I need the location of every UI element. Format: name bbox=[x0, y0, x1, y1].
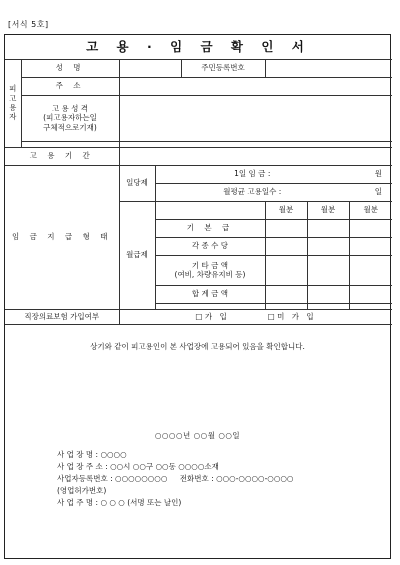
workplace-address-value[interactable]: ○○시 ○○구 ○○동 ○○○○소재 bbox=[110, 462, 219, 471]
other-month-3[interactable] bbox=[349, 255, 392, 285]
allowances-month-2[interactable] bbox=[307, 237, 349, 255]
allowances-month-1[interactable] bbox=[265, 237, 307, 255]
allowances-label: 각 종 수 당 bbox=[155, 237, 265, 255]
insurance-no-label: 미 가 입 bbox=[277, 311, 317, 321]
address-field[interactable] bbox=[119, 77, 392, 95]
other-amount-hint: (여비, 차량유지비 등) bbox=[174, 270, 246, 279]
phone-label: 전화번호 : bbox=[179, 474, 214, 483]
other-amount-title: 기 타 금 액 bbox=[191, 260, 229, 270]
job-nature-hint-1: (피고용자하는일 bbox=[43, 113, 97, 123]
business-no-value[interactable]: ○○○○○○○○ bbox=[115, 474, 168, 483]
daily-wage-amount-label: 1일 임 금 : bbox=[155, 165, 349, 183]
declaration-text: 상기와 같이 피고용인이 본 사업장에 고용되어 있음을 확인합니다. bbox=[90, 342, 305, 351]
base-pay-month-3[interactable] bbox=[349, 219, 392, 237]
resident-no-field[interactable] bbox=[265, 59, 392, 77]
total-month-2[interactable] bbox=[307, 285, 349, 303]
issue-date[interactable]: ○○○○년 ○○월 ○○일 bbox=[154, 431, 241, 440]
total-month-3[interactable] bbox=[349, 285, 392, 303]
job-nature-label bbox=[21, 95, 119, 141]
other-month-2[interactable] bbox=[307, 255, 349, 285]
owner-row bbox=[57, 497, 293, 509]
insurance-options bbox=[119, 309, 392, 324]
workplace-label: 사 업 장 명 : bbox=[57, 450, 99, 459]
insurance-yes-label: 가 입 bbox=[204, 311, 230, 321]
employer-block bbox=[57, 449, 293, 509]
wage-type-label: 임 금 지 급 형 태 bbox=[5, 165, 119, 309]
monthly-wage-label: 월급제 bbox=[119, 201, 155, 309]
month-header-3[interactable]: 월분 bbox=[349, 201, 392, 219]
business-no-label: 사업자등록번호 : bbox=[57, 474, 113, 483]
workplace-address-label: 사 업 장 주 소 : bbox=[57, 462, 108, 471]
job-nature-field[interactable] bbox=[119, 95, 392, 141]
employment-period-label: 고 용 기 간 bbox=[5, 147, 119, 165]
daily-wage-label: 일당제 bbox=[119, 165, 155, 201]
total-month-1[interactable] bbox=[265, 285, 307, 303]
permit-note: (영업허가번호) bbox=[57, 486, 107, 495]
total-amount-label: 합 계 금 액 bbox=[155, 285, 265, 303]
business-no-row bbox=[57, 473, 293, 485]
month-header-2[interactable]: 월분 bbox=[307, 201, 349, 219]
workplace-value[interactable]: ○○○○ bbox=[100, 450, 127, 459]
confirmation-form bbox=[4, 34, 391, 559]
phone-value[interactable]: ○○○-○○○○-○○○○ bbox=[216, 474, 294, 483]
insurance-label: 직장의료보험 가입여부 bbox=[5, 309, 119, 324]
other-amount-label bbox=[155, 255, 265, 285]
resident-no-label: 주민등록번호 bbox=[181, 59, 265, 77]
workplace-address-row bbox=[57, 461, 293, 473]
base-pay-label: 기 본 급 bbox=[155, 219, 265, 237]
employee-side-label: 피고용자 bbox=[5, 59, 21, 147]
avg-days-label: 월평균 고용일수 : bbox=[155, 183, 349, 201]
daily-wage-unit[interactable]: 원 bbox=[349, 165, 392, 183]
allowances-month-3[interactable] bbox=[349, 237, 392, 255]
form-title: 고 용 · 임 금 확 인 서 bbox=[5, 35, 392, 59]
owner-value[interactable]: ○ ○ ○ (서명 또는 날인) bbox=[100, 498, 182, 507]
job-nature-hint-2: 구체적으로기재) bbox=[43, 122, 97, 132]
insurance-yes-checkbox[interactable]: □ bbox=[195, 311, 203, 321]
name-label: 성 명 bbox=[21, 59, 119, 77]
employment-period-field[interactable] bbox=[119, 147, 392, 165]
form-table bbox=[5, 35, 392, 325]
address-label: 주 소 bbox=[21, 77, 119, 95]
name-field[interactable] bbox=[119, 59, 181, 77]
base-pay-month-1[interactable] bbox=[265, 219, 307, 237]
owner-label: 사 업 주 명 : bbox=[57, 498, 99, 507]
job-nature-title: 고 용 성 격 bbox=[51, 103, 89, 113]
base-pay-month-2[interactable] bbox=[307, 219, 349, 237]
avg-days-unit[interactable]: 일 bbox=[349, 183, 392, 201]
month-header-1[interactable]: 월분 bbox=[265, 201, 307, 219]
workplace-row bbox=[57, 449, 293, 461]
insurance-no-checkbox[interactable]: □ bbox=[267, 311, 275, 321]
month-header-blank bbox=[155, 201, 265, 219]
form-code: [서식 5호] bbox=[8, 20, 49, 29]
other-month-1[interactable] bbox=[265, 255, 307, 285]
